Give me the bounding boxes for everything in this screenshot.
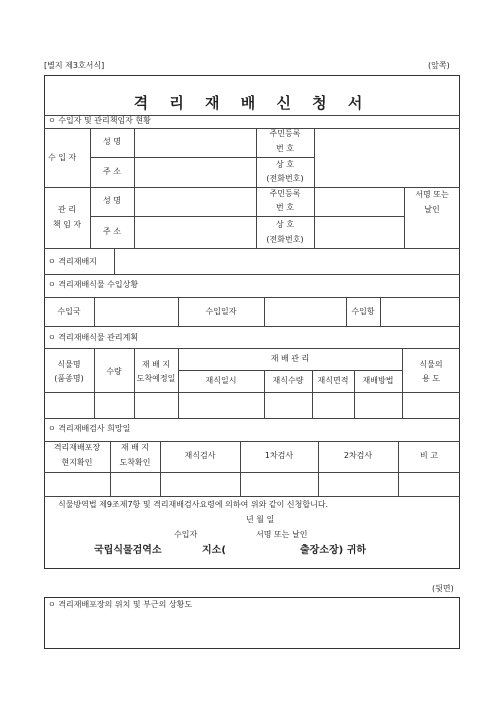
importer-section-heading: ㅇ 수입자 및 관리책임자 현황 (48, 116, 151, 125)
applicant-sign-label: 서명 또는 날인 (256, 530, 308, 539)
manager-address-label: 주 소 (103, 227, 121, 236)
addressee-label: 출장소장) 귀하 (300, 545, 367, 556)
arrival-check-label: 재 배 지 (120, 443, 150, 452)
plant-use-label-2: 용 도 (422, 374, 440, 383)
first-inspection-label: 1차검사 (264, 451, 294, 460)
importer-name-label: 성 명 (103, 137, 121, 146)
manager-sign-label-2: 날인 (424, 205, 440, 214)
importer-trade-label: 상 호 (276, 160, 294, 169)
field-check-label: 격리재배포장 (53, 443, 101, 452)
manager-trade-label: 상 호 (276, 220, 294, 229)
application-date: 년 월 일 (246, 515, 275, 524)
manager-name-label: 성 명 (103, 196, 121, 205)
importer-address-label: 주 소 (103, 167, 121, 176)
cultivation-method-label: 재배방법 (362, 376, 394, 385)
import-port-label: 수입항 (351, 307, 375, 316)
remarks-label: 비 고 (420, 451, 438, 460)
importer-phone-label: (전화번호) (266, 174, 304, 183)
manager-label: 관 리 (58, 205, 76, 214)
form-number: [별지 제3호서식] (44, 61, 105, 70)
site-map-heading: ㅇ 격리재배포장의 위치 및 부근의 상황도 (48, 600, 193, 609)
cultivation-management-label: 재 배 관 리 (270, 354, 310, 363)
import-date-label: 수입일자 (205, 307, 237, 316)
planting-inspection-label: 재식검사 (184, 451, 216, 460)
cultivation-site-label: ㅇ 격리재배지 (48, 257, 97, 266)
legal-statement: 식물방역법 제9조제7항 및 격리재배검사요령에 의하여 위와 같이 신청합니다. (58, 500, 329, 509)
front-side-label: (앞쪽) (428, 61, 450, 70)
field-check-label-2: 현지확인 (61, 458, 93, 467)
manager-rrn-label-2: 번 호 (276, 203, 294, 212)
arrival-site-label: 재 배 지 (141, 360, 171, 369)
plant-use-label: 식물의 (419, 360, 443, 369)
planting-date-label: 재식일시 (205, 376, 237, 385)
import-status-heading: ㅇ 격리재배식물 수입상황 (48, 280, 139, 289)
office-name: 국립식물검역소 (94, 545, 162, 556)
manager-sign-label: 서명 또는 (415, 190, 449, 199)
arrival-date-label: 도착예정일 (136, 374, 176, 383)
page-title: 격 리 재 배 신 청 서 (133, 94, 371, 112)
management-plan-heading: ㅇ 격리재배식물 관리계획 (48, 333, 139, 342)
branch-label: 지소( (202, 545, 226, 556)
manager-phone-label: (전화번호) (266, 235, 304, 244)
manager-label-2: 책 임 자 (52, 220, 82, 229)
inspection-date-heading: ㅇ 격리재배검사 희망일 (48, 424, 131, 433)
arrival-check-label-2: 도착확인 (119, 458, 151, 467)
second-inspection-label: 2차검사 (343, 451, 373, 460)
quantity-label: 수량 (106, 367, 122, 376)
manager-rrn-label: 주민등록 (269, 189, 301, 198)
importer-label: 수 입 자 (48, 153, 77, 162)
importer-rrn-label-2: 번 호 (276, 144, 294, 153)
plant-name-label: 식물명 (57, 360, 81, 369)
plant-variety-label: (품종명) (54, 374, 84, 383)
applicant-label: 수입자 (174, 530, 198, 539)
import-country-label: 수입국 (57, 307, 81, 316)
back-side-label: (뒷면) (432, 584, 454, 593)
planting-area-label: 재식면적 (317, 376, 349, 385)
importer-rrn-label: 주민등록 (269, 129, 301, 138)
planting-quantity-label: 재식수량 (272, 376, 304, 385)
